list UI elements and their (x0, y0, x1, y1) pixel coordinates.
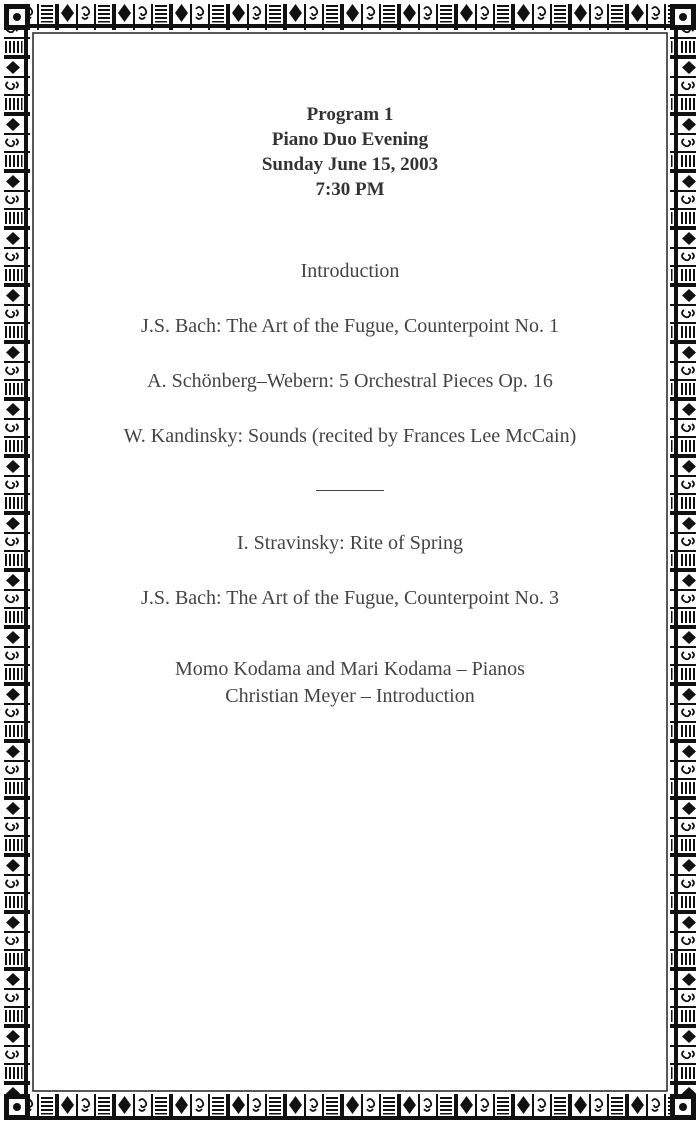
piece-item: A. Schönberg–Webern: 5 Orchestral Pieces Op. 16 (147, 370, 553, 392)
program-header (40, 102, 660, 202)
introduction-item: Introduction (300, 260, 400, 282)
event-title: Piano Duo Evening (271, 129, 429, 150)
program-content (40, 40, 660, 1084)
piece-item: J.S. Bach: The Art of the Fugue, Counterpoint No. 3 (141, 587, 559, 609)
event-time: 7:30 PM (315, 179, 385, 200)
intermission-divider (316, 490, 384, 491)
program-number: Program 1 (306, 104, 394, 125)
piece-item: W. Kandinsky: Sounds (recited by Frances Lee McCain) (123, 425, 577, 447)
piece-item: I. Stravinsky: Rite of Spring (236, 532, 464, 554)
performers-credits (40, 656, 660, 710)
performer-line: Christian Meyer – Introduction (225, 685, 475, 707)
piece-item: J.S. Bach: The Art of the Fugue, Counterpoint No. 1 (141, 315, 559, 337)
performer-line: Momo Kodama and Mari Kodama – Pianos (175, 658, 525, 680)
event-date: Sunday June 15, 2003 (261, 154, 439, 175)
